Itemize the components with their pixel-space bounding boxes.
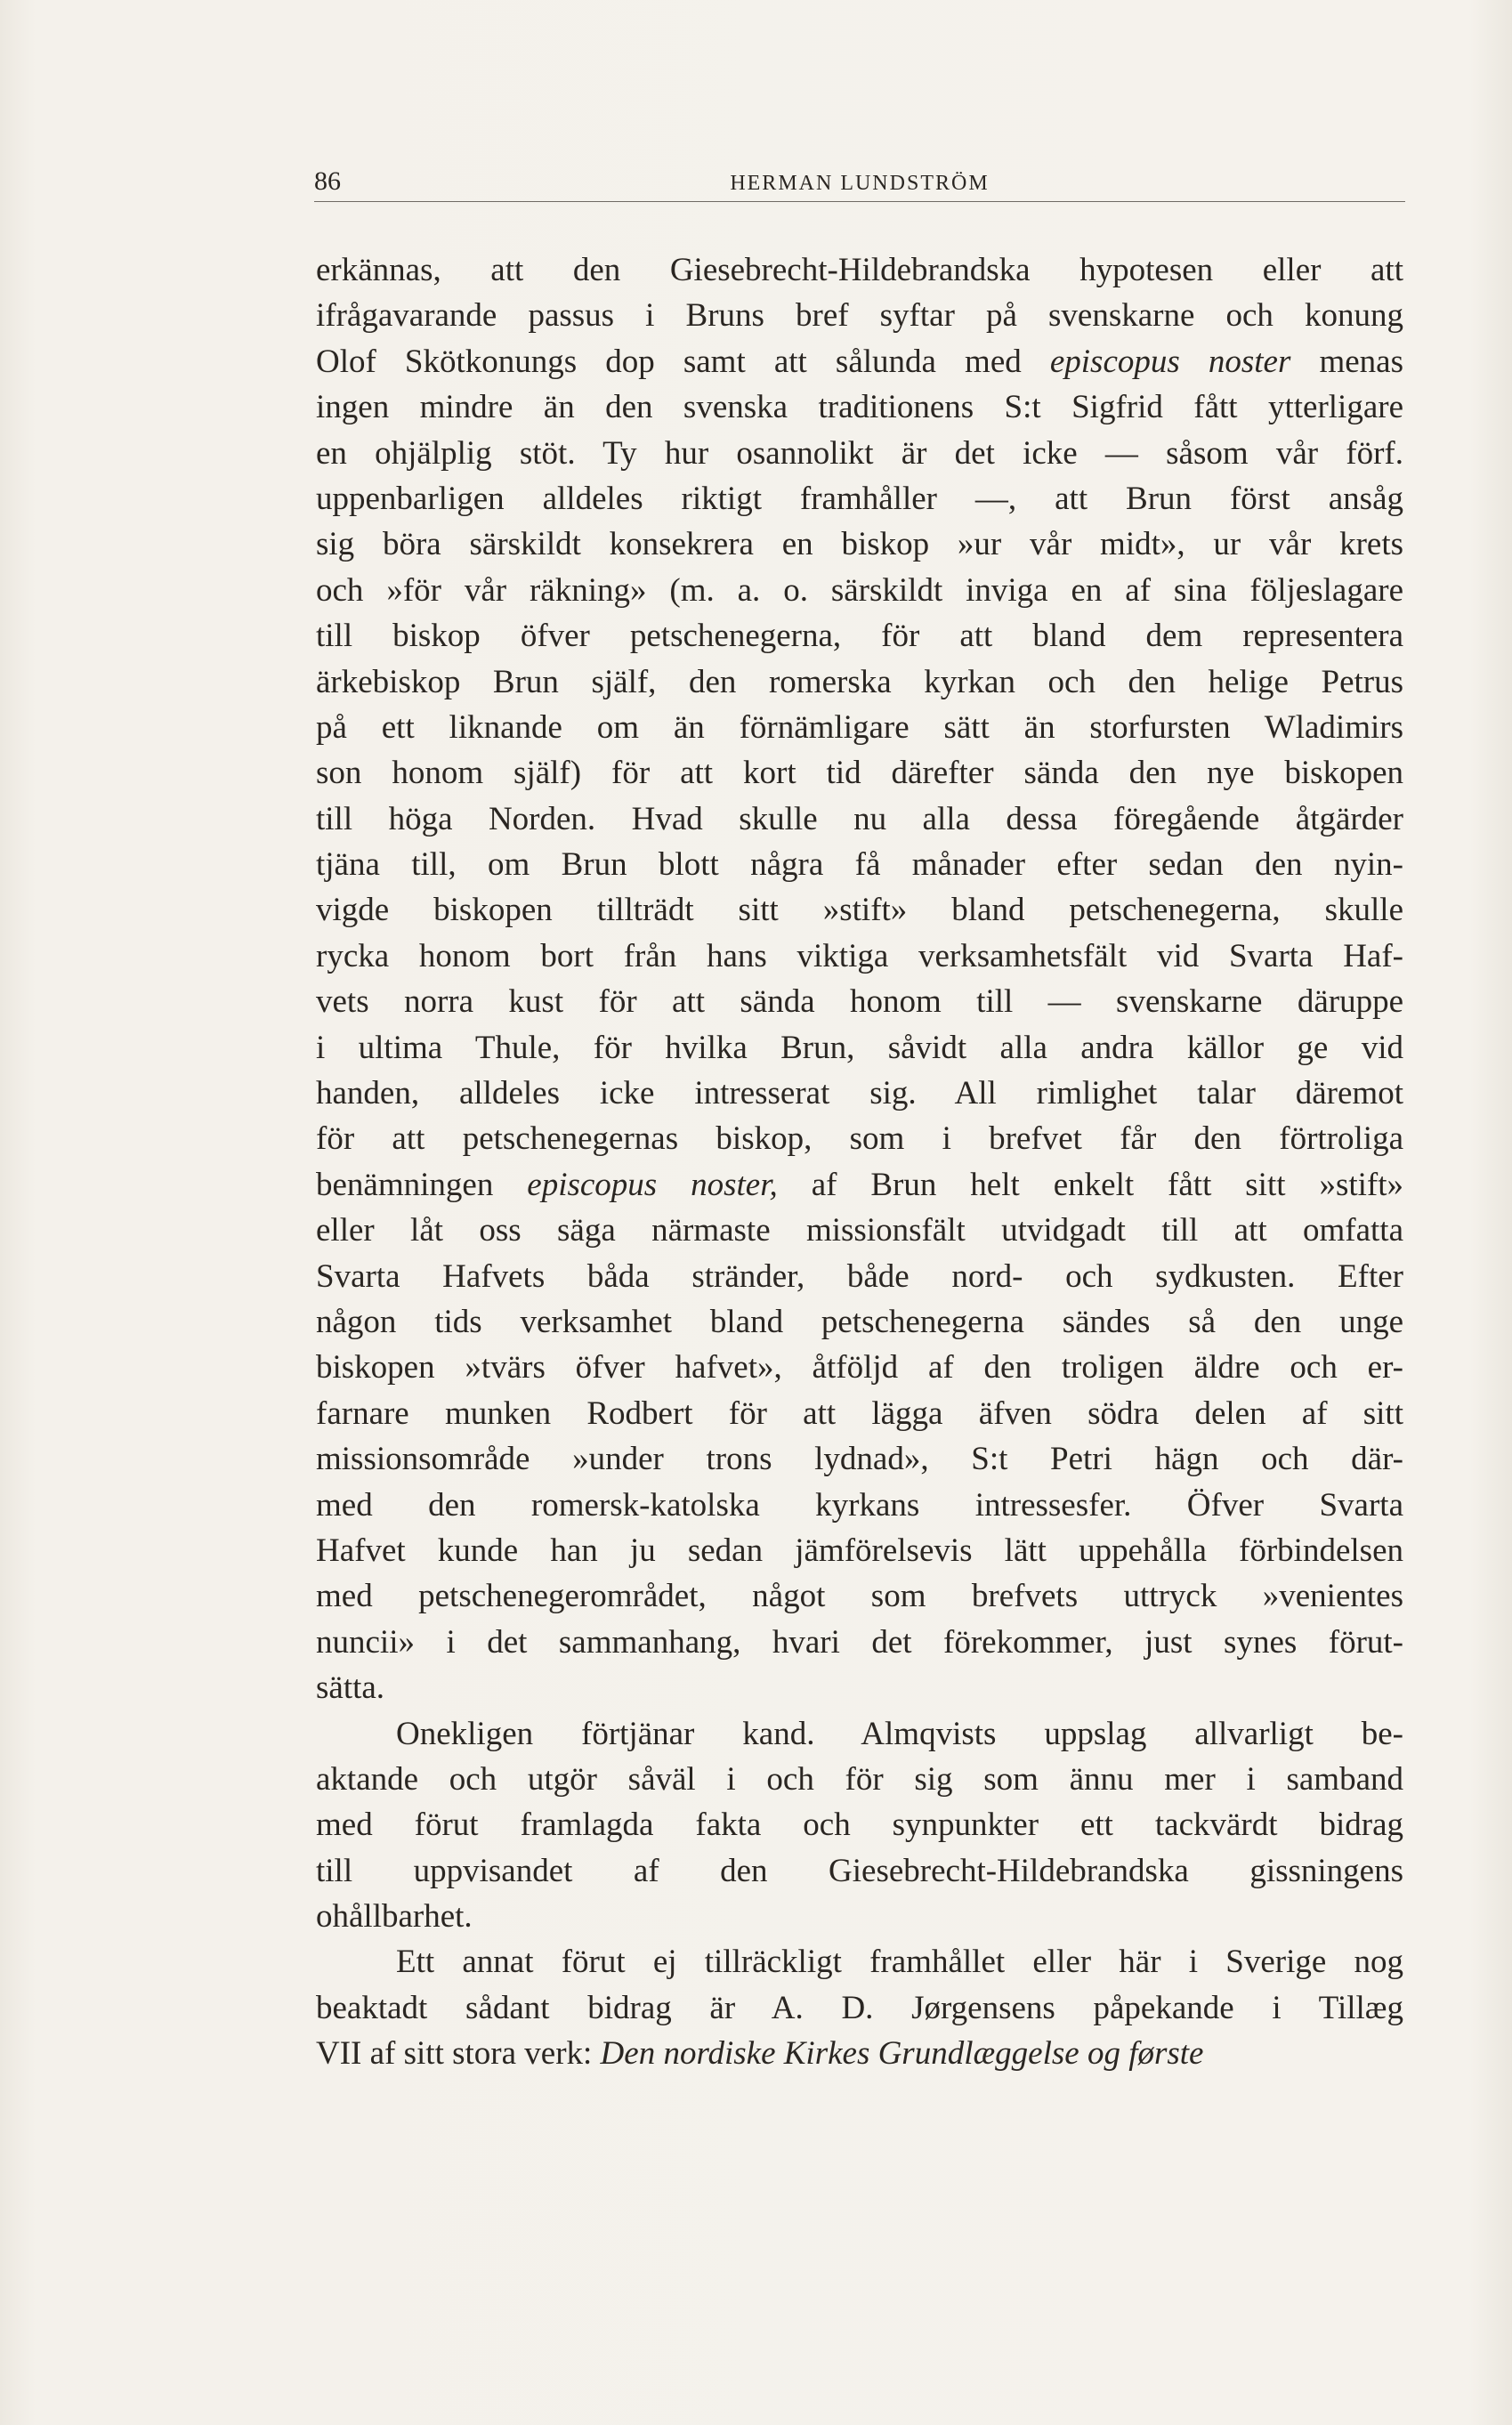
text-line <box>316 1802 1403 1847</box>
text-segment: uppenbarligen alldeles riktigt framhåller —, att Brun först ansåg <box>316 480 1403 517</box>
text-segment: VII af sitt stora verk: <box>316 2035 601 2073</box>
text-segment: med den romersk-katolska kyrkans intressesfer. Öfver Svarta <box>316 1486 1403 1524</box>
text-line <box>316 705 1403 750</box>
text-segment: sig böra särskildt konsekrera en biskop »ur vår midt», ur vår krets <box>316 526 1403 563</box>
text-line <box>316 1208 1403 1253</box>
text-segment: med förut framlagda fakta och synpunkter ett tackvärdt bidrag <box>316 1807 1403 1844</box>
text-segment: Hafvet kunde han ju sedan jämförelsevis lätt uppehålla förbindelsen <box>316 1532 1403 1569</box>
text-segment: till biskop öfver petschenegerna, för att bland dem representera <box>316 618 1403 655</box>
text-line <box>316 613 1403 659</box>
text-line <box>316 339 1403 384</box>
text-segment: benämningen <box>316 1166 528 1203</box>
text-line <box>316 1254 1403 1299</box>
text-segment: vets norra kust för att sända honom till — svenskarne däruppe <box>316 983 1403 1021</box>
text-line <box>316 476 1403 521</box>
text-segment: ingen mindre än den svenska traditionens S:t Sigfrid fått ytterligare <box>316 389 1403 426</box>
text-segment: nuncii» i det sammanhang, hvari det förekommer, just synes förut- <box>316 1623 1403 1661</box>
text-segment: son honom själf) för att kort tid därefter sända den nye biskopen <box>316 755 1403 792</box>
text-segment: till uppvisandet af den Giesebrecht-Hildebrandska gissningens <box>316 1852 1403 1889</box>
text-line <box>316 568 1403 613</box>
text-line <box>316 1345 1403 1390</box>
text-segment: missionsområde »under trons lydnad», S:t Petri hägn och där- <box>316 1441 1403 1478</box>
paragraph <box>316 247 1403 1711</box>
text-segment: vigde biskopen tillträdt sitt »stift» bland petschenegerna, skulle <box>316 892 1403 929</box>
text-line <box>316 1528 1403 1573</box>
text-segment: beaktadt sådant bidrag är A. D. Jørgensens påpekande i Tillæg <box>316 1989 1403 2026</box>
text-segment: ifrågavarande passus i Bruns bref syftar på svenskarne och konung <box>316 297 1403 335</box>
page-number: 86 <box>314 166 341 196</box>
text-line <box>316 796 1403 842</box>
text-line <box>316 2031 1403 2076</box>
text-segment: sätta. <box>316 1669 385 1707</box>
body-text <box>316 247 1403 2077</box>
text-line <box>316 1025 1403 1071</box>
text-segment: med petschenegerområdet, något som brefvets uttryck »venientes <box>316 1578 1403 1615</box>
text-segment: eller låt oss säga närmaste missionsfält utvidgadt till att omfatta <box>316 1212 1403 1249</box>
italic-text: Den nordiske Kirkes Grundlæggelse og første <box>600 2035 1204 2073</box>
text-line <box>316 979 1403 1024</box>
text-segment: ohållbarhet. <box>316 1898 473 1936</box>
text-line <box>316 431 1403 476</box>
text-line <box>316 1620 1403 1665</box>
italic-text: episcopus noster <box>1049 343 1291 380</box>
text-line <box>316 521 1403 567</box>
text-line <box>316 1071 1403 1116</box>
text-segment: aktande och utgör såväl i och för sig som ännu mer i samband <box>316 1760 1403 1798</box>
paragraph <box>316 1711 1403 1940</box>
text-segment: Ett annat förut ej tillräckligt framhållet eller här i Sverige nog <box>396 1944 1403 1981</box>
text-segment: Svarta Hafvets båda stränder, både nord- och sydkusten. Efter <box>316 1257 1403 1295</box>
paragraph <box>316 1939 1403 2076</box>
text-line <box>316 842 1403 887</box>
text-segment: rycka honom bort från hans viktiga verksamhetsfält vid Svarta Haf- <box>316 937 1403 974</box>
running-head: HERMAN LUNDSTRÖM <box>730 172 990 195</box>
text-line <box>316 1757 1403 1802</box>
text-line <box>316 934 1403 979</box>
text-line <box>316 247 1403 293</box>
text-segment: i ultima Thule, för hvilka Brun, såvidt alla andra källor ge vid <box>316 1029 1403 1066</box>
text-line <box>316 1894 1403 1939</box>
text-segment: biskopen »tvärs öfver hafvet», åtföljd af den troligen äldre och er- <box>316 1349 1403 1386</box>
text-line <box>316 1665 1403 1710</box>
text-line <box>316 293 1403 338</box>
text-line <box>316 1711 1403 1757</box>
text-line <box>316 1848 1403 1894</box>
text-segment: på ett liknande om än förnämligare sätt än storfursten Wladimirs <box>316 708 1403 746</box>
text-line <box>316 1116 1403 1161</box>
text-line <box>316 1939 1403 1984</box>
text-line <box>316 659 1403 705</box>
text-segment: farnare munken Rodbert för att lägga äfven södra delen af sitt <box>316 1394 1403 1432</box>
text-segment: Olof Skötkonungs dop samt att sålunda med <box>316 343 1050 380</box>
text-segment: Onekligen förtjänar kand. Almqvists uppslag allvarligt be- <box>396 1715 1403 1752</box>
italic-text: episcopus noster, <box>527 1166 778 1203</box>
text-line <box>316 1391 1403 1436</box>
text-segment: och »för vår räkning» (m. a. o. särskildt inviga en af sina följeslagare <box>316 571 1403 609</box>
text-segment: någon tids verksamhet bland petschenegerna sändes så den unge <box>316 1303 1403 1340</box>
text-line <box>316 1985 1403 2031</box>
text-line <box>316 887 1403 933</box>
text-segment: handen, alldeles icke intresserat sig. All rimlighet talar däremot <box>316 1075 1403 1112</box>
text-segment: erkännas, att den Giesebrecht-Hildebrandska hypotesen eller att <box>316 252 1403 288</box>
text-segment: en ohjälplig stöt. Ty hur osannolikt är det icke — såsom vår förf. <box>316 434 1403 472</box>
page-header <box>314 166 1405 202</box>
text-line <box>316 1436 1403 1482</box>
text-segment: tjäna till, om Brun blott några få månader efter sedan den nyin- <box>316 846 1403 884</box>
text-line <box>316 1483 1403 1528</box>
text-segment: menas <box>1290 343 1403 380</box>
text-line <box>316 1299 1403 1345</box>
text-line <box>316 750 1403 796</box>
text-segment: för att petschenegernas biskop, som i brefvet får den förtroliga <box>316 1120 1403 1158</box>
text-segment: af Brun helt enkelt fått sitt »stift» <box>777 1166 1404 1203</box>
text-segment: till höga Norden. Hvad skulle nu alla dessa föregående åtgärder <box>316 800 1403 837</box>
text-line <box>316 384 1403 430</box>
text-segment: ärkebiskop Brun själf, den romerska kyrkan och den helige Petrus <box>316 663 1403 700</box>
text-line <box>316 1573 1403 1619</box>
text-line <box>316 1162 1403 1208</box>
